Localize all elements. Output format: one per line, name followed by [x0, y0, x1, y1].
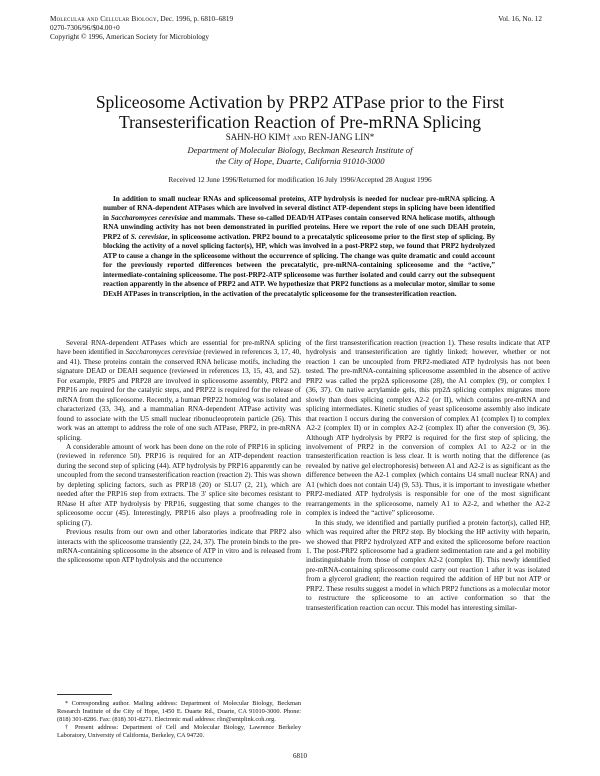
page-number: 6810: [293, 752, 307, 760]
author-conjunction: and: [292, 132, 307, 142]
body-column-right: [306, 339, 550, 613]
paragraph-text: Several RNA-dependent ATPases which are essential for pre-mRNA splicing have been identified in: [57, 339, 301, 357]
footnote-corresponding: * Corresponding author. Mailing address: Department of Molecular Biology, Beckman Research Institute of the City of Hope, 1450 E. Duarte Rd., Duarte, CA 91010-3000. Phone: (818) 301-8286. Fax: (818) 301-8271. Electronic mail address: rlin@smtplink.coh.org.: [57, 700, 301, 724]
body-paragraph: A considerable amount of work has been done on the role of PRP16 in splicing (reviewed in reference 50). PRP16 is required for an ATP-dependent reaction during the second step of splicing (44). ATP hydrolysis by PRP16 apparently can be uncoupled from the second transesterification reaction (reaction 2). This was shown by depleting splicing factors, such as PRP18 (20) or SLU7 (2, 21), which are needed after the PRP16 step from extracts. The 3′ splice site becomes resistant to RNase H after ATP hydrolysis by PRP16, suggesting that some changes to the spliceosome occur (45). Interestingly, PRP16 also plays a proofreading role in splicing (7).: [57, 442, 301, 527]
species-name: Saccharomyces cerevisiae: [125, 348, 202, 357]
footnote-divider: [57, 694, 112, 695]
abstract-species-2: S. cerevisiae: [130, 232, 168, 241]
abstract-species-1: Saccharomyces cerevisiae: [111, 213, 189, 222]
abstract: [103, 195, 495, 299]
author-2: REN-JANG LIN*: [308, 132, 375, 142]
body-paragraph: of the first transesterification reaction (reaction 1). These results indicate that ATP hydrolysis and transesterification are tightly linked; however, whether or not reaction 1 can be uncoupled from PRP2-mediated ATP hydrolysis has not been tested. The pre-mRNA-containing spliceosome assembled in the absence of active PRP2 was called the prp2Δ spliceosome (28), the A1 complex (9), or complex I (36, 37). On native acrylamide gels, this prp2Δ splicing complex migrates more slowly than does splicing complex A2-2 (or II), which contains pre-mRNA and splicing intermediates. Kinetic studies of yeast spliceosome assembly also indicate that reaction 1 occurs during the conversion of complex A1 (complex I) to complex A2-2 (complex II) or in complex A2-2 (complex II) after the conversion (9, 36). Although ATP hydrolysis by PRP2 is required for the first step of splicing, the involvement of PRP2 in the conversion of complex A1 to A2-2 or in the transesterification reaction is less clear. It is worth noting that the difference (as revealed by native gel electrophoresis) between A1 and A2-2 is as significant as the difference between the A2-1 complex (which contains U4 small nuclear RNA) and A1 (which does not contain U4) (9, 53). Thus, it is important to investigate whether PRP2-mediated ATP hydrolysis is responsible for one of the most significant rearrangements in the spliceosome, namely A1 to A2-2, and whether the A2-2 complex is indeed the “active” spliceosome.: [306, 339, 550, 518]
affiliation: [40, 145, 560, 167]
affiliation-line-2: the City of Hope, Duarte, California 91010-3000: [215, 156, 385, 166]
abstract-part-2: and mammals. These so-called DEAD/H ATPases contain conserved RNA helicase motifs, although RNA unwinding activity has not been demonstrated in purified proteins. Here we report the role of one such DEAH protein, PRP2 of: [103, 213, 495, 241]
body-column-left: [57, 339, 301, 566]
title-line-1: Spliceosome Activation by PRP2 ATPase prior to the First: [95, 92, 505, 112]
affiliation-line-1: Department of Molecular Biology, Beckman Research Institute of: [187, 145, 413, 155]
volume-label: Vol. 16, No. 12: [498, 15, 542, 23]
paragraph-text: (reviewed in references 3, 17, 40, and 41). These proteins contain the conserved RNA helicase motifs, including the signature DEAD or DEAH sequence (reviewed in references 13, 15, 43, and 52). For example, PRP5 and PRP28 are involved in spliceosome assembly, PRP2 and PRP16 are required for the catalytic steps, and PRP22 is required for the release of mRNA from the spliceosome. Recently, a human PRP22 homolog was isolated and characterized (33, 34), and a mammalian RNA-dependent ATPase activity was found to associate with the U5 small nuclear ribonucleoprotein particle (26). This work was an attempt to address the role of one such ATPase, PRP2, in pre-mRNA splicing.: [57, 348, 302, 442]
running-header: [50, 15, 233, 42]
body-paragraph: In this study, we identified and partially purified a protein factor(s), called HP, which was required after the PRP2 step. By blocking the HP activity with heparin, we showed that PRP2 hydrolyzed ATP and exited the spliceosome before reaction 1. The post-PRP2 spliceosome had a gradient sedimentation rate and a gel mobility indistinguishable from those of complex A2-2 (complex II). This newly identified pre-mRNA-containing spliceosome could carry out reaction 1 after it was isolated from a glycerol gradient; the reaction required the addition of HP but not ATP or PRP2. These results suggest a model in which PRP2 functions as a molecular motor to restructure the spliceosome to an active conformation so that the transesterification reaction can occur. This model has interesting similar-: [306, 518, 550, 612]
author-1: SAHN-HO KIM†: [225, 132, 291, 142]
abstract-part-1: In addition to small nuclear RNAs and spliceosomal proteins, ATP hydrolysis is needed for nuclear pre-mRNA splicing. A number of RNA-dependent ATPases which are involved in several distinct ATP-dependent steps in splicing have been identified in: [103, 195, 495, 222]
footnote-present-address: † Present address: Department of Cell and Molecular Biology, Lawrence Berkeley Laboratory, University of California, Berkeley, CA 94720.: [57, 724, 301, 740]
body-paragraph: Previous results from our own and other laboratories indicate that PRP2 also interacts with the spliceosome transiently (22, 24, 37). The protein binds to the pre-mRNA-containing spliceosome in the absence of ATP in vitro and is released from the spliceosome upon ATP hydrolysis and the occurrence: [57, 528, 301, 565]
copyright: Copyright © 1996, American Society for Microbiology: [50, 33, 209, 41]
abstract-part-3: , in spliceosome activation. PRP2 bound to a precatalytic spliceosome prior to the first step of splicing. By blocking the activity of a novel splicing factor(s), HP, which was involved in a post-PRP2 step, we found that PRP2 hydrolyzed ATP to cause a change in the spliceosome without the occurrence of splicing. The change was quite dramatic and could account for the previously reported differences between the precatalytic, pre-mRNA-containing spliceosome and the “active,” intermediate-containing spliceosome. The post-PRP2-ATP spliceosome was further isolated and could carry out the subsequent reaction apparently in the absence of PRP2 and ATP. We hypothesize that PRP2 functions as a molecular motor, similar to some DExH ATPases in transcription, in the activation of the precatalytic spliceosome for the transesterification reaction.: [103, 232, 495, 298]
received-dates: Received 12 June 1996/Returned for modification 16 July 1996/Accepted 28 August 1996: [168, 175, 432, 184]
issn: 0270-7306/96/$04.00+0: [50, 24, 120, 32]
journal-citation: [50, 15, 233, 24]
title-line-2: Transesterification Reaction of Pre-mRNA Splicing: [119, 112, 481, 132]
issue-date: , Dec. 1996, p. 6810–6819: [156, 15, 234, 23]
author-line: [40, 132, 560, 142]
body-paragraph: [57, 339, 301, 443]
journal-name: Molecular and Cellular Biology: [50, 15, 157, 23]
article-title: [40, 92, 560, 132]
footnotes: [57, 700, 301, 740]
